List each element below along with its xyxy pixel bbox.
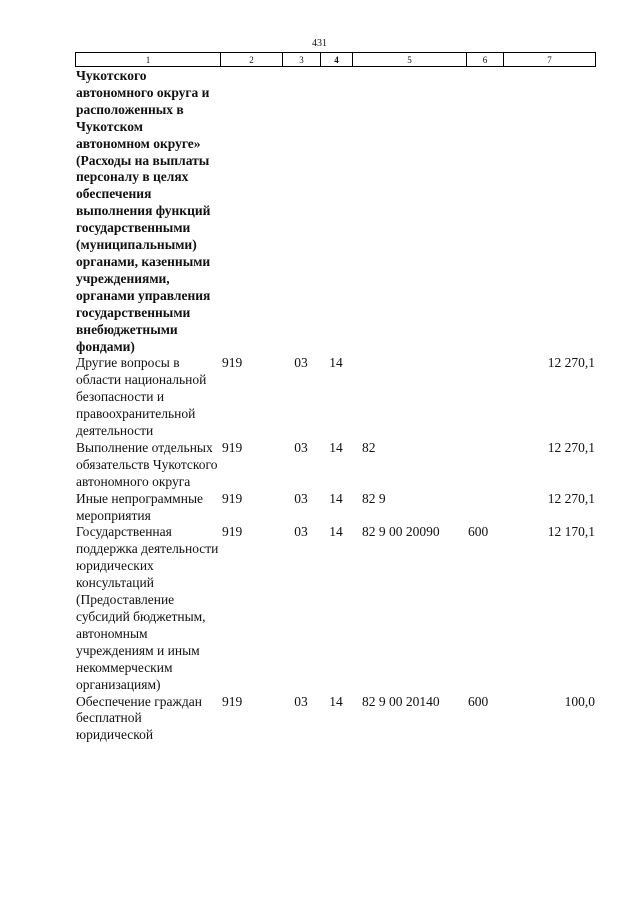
continuation-row [75,68,595,355]
row-csr: 82 9 00 20090 [362,524,440,540]
continuation-text: Чукотского автономного округа и расположенных в Чукотском автономном округе» (Расходы на выплаты персоналу в целях обеспечения выполнения функций государственными (муниципальными) органами, казенными учреждениями, органами управления государственными внебюджетными фондами) [76,68,211,354]
row-rz: 03 [294,490,308,506]
column-header-4: 4 [321,53,353,67]
row-csr: 82 [362,439,376,455]
row-rz: 03 [294,439,308,455]
row-csr [352,355,466,440]
row-pr: 14 [329,693,343,709]
column-header-7: 7 [504,53,596,67]
row-pr: 14 [329,524,343,540]
row-vr: 600 [468,693,489,709]
column-header-table [75,52,596,67]
row-name: Иные непрограммные мероприятия [76,490,204,523]
row-vr [466,440,503,491]
row-sum: 12 270,1 [547,439,595,455]
table-row [75,491,595,525]
column-header-6: 6 [467,53,504,67]
page-number: 431 [312,38,327,49]
row-rz: 03 [294,355,308,371]
row-rz: 03 [294,524,308,540]
row-gr: 919 [222,693,243,709]
row-vr: 600 [468,524,489,540]
table-row [75,355,595,440]
table-row [75,524,595,693]
row-gr: 919 [222,355,243,371]
row-name: Государственная поддержка деятельности юридических консультаций (Предоставление субсидий бюджетным, автономным учреждениям и иным некоммерческим организациям) [76,524,219,692]
row-csr: 82 9 [362,490,386,506]
row-gr: 919 [222,524,243,540]
budget-table [75,68,595,744]
row-pr: 14 [329,439,343,455]
row-name: Обеспечение граждан бесплатной юридической [76,693,202,743]
row-rz: 03 [294,693,308,709]
table-row [75,694,595,745]
row-name: Другие вопросы в области национальной безопасности и правоохранительной деятельности [76,355,207,439]
row-vr [466,355,503,440]
row-sum: 12 170,1 [547,524,595,540]
column-header-row [76,53,596,67]
row-pr: 14 [329,355,343,371]
row-sum: 100,0 [564,693,595,709]
row-gr: 919 [222,490,243,506]
row-sum: 12 270,1 [547,355,595,371]
row-pr: 14 [329,490,343,506]
row-vr [466,491,503,525]
column-header-2: 2 [221,53,283,67]
table-row [75,440,595,491]
column-header-1: 1 [76,53,221,67]
row-sum: 12 270,1 [547,490,595,506]
column-header-3: 3 [283,53,321,67]
column-header-5: 5 [353,53,467,67]
row-name: Выполнение отдельных обязательств Чукотского автономного округа [76,439,218,489]
row-csr: 82 9 00 20140 [362,693,440,709]
row-gr: 919 [222,439,243,455]
